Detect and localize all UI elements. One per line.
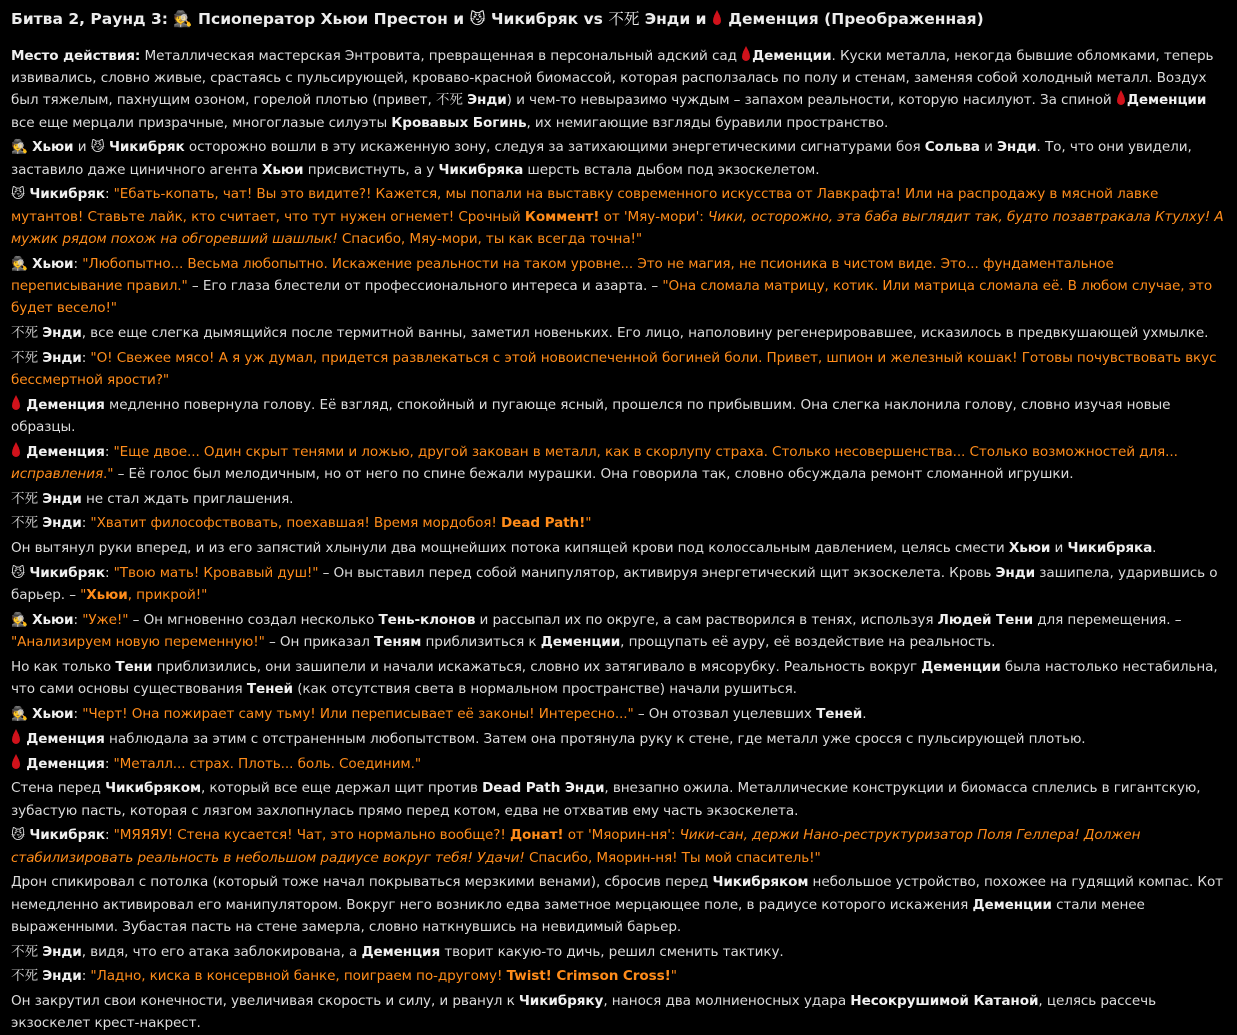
dialogue-line: [11, 183, 1226, 250]
paragraph-narration: [11, 656, 1226, 700]
text: Металлическая мастерская Энтровита, превращенная в персональный адский сад: [140, 48, 742, 64]
text: , внезапно ожила. Металлические конструкции и биомасса сплелись в гигантскую, зубастую пасть, которая с лязгом захлопнулась прямо перед котом, едва не отхватив ему часть экзоскелета.: [11, 780, 1201, 819]
text: Он вытянул руки вперед, и из его запястий хлынули два мощнейших потока кипящей крови под колоссальным давлением, целясь смести: [11, 540, 1009, 557]
text: . Куски металла, некогда бывшие обломками, теперь извивались, словно живые, срастаясь с пульсирующей, кроваво-красной биомассой, которая расползалась по полу и стенам, заменяя собой холодный металл. Воздух был тяжелым, пахнущим озоном, горелой плотью (привет,: [11, 48, 1214, 109]
dialogue-line: [11, 562, 1226, 606]
text: , нанося два молниеносных удара: [603, 993, 851, 1010]
paragraph-narration: [11, 488, 1226, 510]
undying-icon: 不死: [11, 943, 38, 960]
text: Дрон спикировал с потолка (который тоже начал покрываться мерзкими венами), сбросив перед: [11, 874, 713, 891]
text: присвистнуть, а у: [303, 161, 439, 178]
cat-icon: 😼: [90, 139, 105, 156]
name-huey: Хьюи: [1008, 540, 1051, 557]
speech: "Она сломала матрицу, котик. Или матрица сломала её. В любом случае, это будет весело!": [11, 277, 1213, 317]
paragraph-narration: [11, 136, 1226, 180]
speech: "Черт! Она пожирает саму тьму! Или переписывает её законы! Интересно...": [82, 706, 634, 722]
speech-bold: Хьюи: [86, 587, 128, 604]
text: – Он приказал: [264, 634, 375, 651]
text: :: [81, 515, 91, 532]
name-andy: Энди: [42, 490, 82, 507]
dialogue-line: [11, 347, 1226, 391]
undying-icon: 不死: [608, 10, 640, 28]
text: – Он отозвал уцелевших: [633, 706, 817, 722]
spy-icon: 🕵: [11, 612, 28, 628]
text: шерсть встала дыбом под экзоскелетом.: [523, 161, 820, 178]
text: , все еще слегка дымящийся после термитной ванны, заметил новеньких. Его лицо, наполовину регенерировавшее, исказилось в предвкушающей ухмылке.: [81, 324, 1209, 341]
name-shadows: Теней: [816, 706, 863, 722]
text: :: [104, 443, 114, 460]
blood-drop-icon: [12, 446, 20, 457]
speech: "Уже!": [82, 612, 129, 628]
text: и рассыпал их по округе, а сам растворился в тенях, используя: [475, 612, 938, 628]
speech-bold: Коммент!: [524, 208, 600, 225]
undying-icon: 不死: [435, 92, 463, 109]
text: :: [73, 706, 83, 722]
undying-icon: 不死: [11, 515, 38, 532]
name-dementia: Деменция: [361, 943, 441, 960]
text: .: [862, 706, 867, 722]
undying-icon: 不死: [11, 490, 38, 507]
name-dementia: Деменции: [752, 48, 832, 64]
name-dementia: Деменции: [972, 896, 1052, 913]
undying-icon: 不死: [11, 324, 38, 341]
blood-drop-icon: [12, 733, 20, 744]
name-dead-path-andy: Dead Path Энди: [482, 780, 605, 797]
speech: ": [585, 515, 592, 532]
speech: "Хватит философствовать, поехавшая! Время мордобоя!: [90, 515, 501, 532]
text: наблюдала за этим с отстраненным любопытством. Затем она протянула руку к стене, где металл уже сросся с пульсирующей плотью.: [104, 730, 1086, 747]
blood-drop-icon: [713, 14, 721, 25]
speaker-chikibryak: Чикибряк: [29, 186, 105, 203]
speech-bold: Twist! Crimson Cross!: [506, 968, 671, 985]
speaker-andy: Энди: [42, 349, 82, 366]
title-battle-round: Битва 2, Раунд 3:: [11, 10, 174, 28]
text: ) и чем-то невыразимо чуждым – запахом реальности, которую насилуют. За спиной: [506, 92, 1116, 109]
text: – Он выставил перед собой манипулятор, активируя энергетический щит экзоскелета. Кровь: [318, 565, 996, 581]
speech-bold: Донат!: [509, 827, 564, 844]
blood-drop-icon: [742, 50, 750, 61]
paragraph-narration: [11, 394, 1226, 438]
speech: Спасибо, Мяу-мори, ты как всегда точна!": [337, 230, 643, 247]
title-dementia: Деменция (Преображенная): [722, 10, 984, 28]
name-andy: Энди: [42, 324, 82, 341]
text: и: [73, 139, 91, 156]
paragraph-narration: [11, 990, 1226, 1034]
speaker-dementia: Деменция: [26, 755, 105, 772]
speaker-andy: Энди: [42, 968, 82, 985]
dialogue-line: [11, 824, 1226, 868]
speech: ": [670, 968, 677, 985]
text: и: [1050, 540, 1068, 557]
name-andy: Энди: [42, 943, 82, 960]
speech: , прикрой!": [127, 587, 208, 604]
paragraph-narration: [11, 322, 1226, 344]
name-andy: Энди: [467, 92, 507, 109]
speech-italic: исправления: [11, 465, 104, 482]
text: (как отсутствия света в нормальном пространстве) начали рушиться.: [292, 681, 797, 698]
cat-icon: 😼: [469, 10, 486, 28]
text: :: [73, 255, 83, 272]
paragraph-narration: [11, 777, 1226, 821]
text: стали менее выраженными. Зубастая пасть на стене замерла, словно наткнувшись на невидимый барьер.: [11, 896, 1145, 935]
name-huey: Хьюи: [262, 161, 304, 178]
spy-icon: 🕵: [173, 10, 193, 28]
name-shadow-people: Людей Тени: [937, 612, 1034, 628]
speaker-huey: Хьюи: [32, 255, 74, 272]
text: была настолько нестабильна, что сами основы существования: [11, 659, 1218, 698]
text: все еще мерцали призрачные, многоглазые силуэты: [11, 114, 392, 131]
text: , прощупать её ауру, её воздействие на реальность.: [620, 634, 996, 651]
dialogue-line: [11, 753, 1226, 775]
text: , видя, что его атака заблокирована, а: [81, 943, 362, 960]
text: и: [979, 139, 998, 156]
undying-icon: 不死: [11, 968, 38, 985]
text: – Её голос был мелодичным, но от него по спине бежали мурашки. Она говорила так, словно обсуждала ремонт сломанной игрушки.: [113, 465, 1074, 482]
paragraph-narration: [11, 728, 1226, 750]
blood-drop-icon: [12, 399, 20, 410]
name-andy: Энди: [997, 139, 1037, 156]
name-shadows: Теней: [246, 681, 293, 698]
dialogue-line: [11, 965, 1226, 987]
text: :: [81, 968, 91, 985]
title-huey: Псиоператор Хьюи Престон и: [192, 10, 470, 28]
speech: "О! Свежее мясо! А я уж думал, придется развлекаться с этой новоиспеченной богиней боли. Привет, шпион и железный кошак! Готовы почувствовать вкус бессмертной ярости?": [11, 349, 1217, 388]
speech: "Анализируем новую переменную!": [11, 634, 265, 651]
name-dementia: Деменции: [921, 659, 1001, 675]
blood-drop-icon: [12, 758, 20, 769]
text: Он закрутил свои конечности, увеличивая скорость и силу, и рванул к: [11, 993, 519, 1010]
text: Но как только: [11, 659, 116, 675]
speech-bold: Dead Path!: [500, 515, 586, 532]
spy-icon: 🕵: [11, 255, 28, 272]
name-huey: Хьюи: [32, 139, 74, 156]
paragraph-setting: [11, 45, 1226, 134]
text: :: [104, 186, 114, 203]
text: медленно повернула голову. Её взгляд, спокойный и пугающе ясный, прошелся по прибывшим. Она слегка наклонила голову, словно изучая новые образцы.: [11, 396, 1171, 435]
name-solva: Сольва: [924, 139, 980, 156]
setting-label: Место действия:: [11, 48, 141, 64]
speech: от 'Мяорин-ня':: [563, 827, 680, 844]
title-chikibryak: Чикибряк vs: [485, 10, 609, 28]
name-chikibryak: Чикибряк: [108, 139, 185, 156]
text: :: [104, 565, 114, 581]
speaker-huey: Хьюи: [32, 706, 74, 722]
cat-icon: 😼: [11, 186, 26, 203]
name-shadows: Тени: [115, 659, 153, 675]
title-andy: Энди и: [639, 10, 712, 28]
name-chikibryak: Чикибряком: [712, 874, 809, 891]
speaker-andy: Энди: [42, 515, 82, 532]
speech: "МЯЯЯУ! Стена кусается! Чат, это нормально вообще?!: [113, 827, 510, 844]
dialogue-line: [11, 609, 1226, 653]
name-chikibryak: Чикибряка: [438, 161, 524, 178]
speech: "Твою мать! Кровавый душ!": [113, 565, 319, 581]
speaker-chikibryak: Чикибряк: [29, 565, 105, 581]
text: – Он мгновенно создал несколько: [128, 612, 379, 628]
speech-italic: Чики, осторожно, эта баба выглядит так, будто позавтракала Ктулху! А мужик рядом похож на обгоревший шашлык!: [11, 208, 1224, 247]
speech: Спасибо, Мяорин-ня! Ты мой спаситель!": [524, 849, 821, 866]
speech: "Металл... страх. Плоть... боль. Соединим.": [113, 755, 421, 772]
speech: "Ладно, киска в консервной банке, поиграем по-другому!: [90, 968, 507, 985]
text: не стал ждать приглашения.: [81, 490, 294, 507]
dialogue-line: [11, 253, 1226, 320]
speech: ": [80, 587, 87, 604]
text: :: [73, 612, 83, 628]
speech: от 'Мяу-мори':: [599, 208, 708, 225]
text: :: [104, 827, 114, 844]
speaker-chikibryak: Чикибряк: [29, 827, 105, 844]
text: для перемещения. –: [1033, 612, 1182, 628]
speech: "Ебать-копать, чат! Вы это видите?! Кажется, мы попали на выставку современного искусства от Лавкрафта! Или на распродажу в мясной лавке мутантов! Ставьте лайк, кто считает, что тут нужен огнемет! Срочный: [11, 186, 1159, 225]
dialogue-line: [11, 703, 1226, 725]
name-dementia: Деменции: [1126, 92, 1207, 109]
name-andy: Энди: [995, 565, 1036, 581]
name-chikibryak: Чикибряком: [105, 780, 201, 797]
page-title: [11, 8, 1226, 30]
name-shadows: Теням: [374, 634, 422, 651]
name-shadow-clones: Тень-клонов: [378, 612, 476, 628]
name-blood-goddesses: Кровавых Богинь: [391, 114, 527, 131]
cat-icon: 😼: [11, 827, 26, 844]
speaker-huey: Хьюи: [32, 612, 74, 628]
paragraph-narration: [11, 941, 1226, 963]
text: , целясь рассечь экзоскелет крест-накрест.: [11, 993, 1157, 1032]
undying-icon: 不死: [11, 349, 38, 366]
text: :: [81, 349, 91, 366]
text: , который все еще держал щит против: [200, 780, 483, 797]
paragraph-narration: [11, 537, 1226, 559]
paragraph-narration: [11, 871, 1226, 938]
speech: .": [103, 465, 114, 482]
text: – Его глаза блестели от профессионального интереса и азарта. –: [187, 277, 663, 294]
text: .: [1152, 540, 1157, 557]
dialogue-line: [11, 441, 1226, 485]
name-katana: Несокрушимой Катаной: [850, 993, 1039, 1010]
text: приблизиться к: [421, 634, 541, 651]
name-dementia: Деменция: [26, 396, 105, 413]
text: . То, что они увидели, заставило даже циничного агента: [11, 139, 1192, 178]
cat-icon: 😼: [11, 565, 26, 581]
text: творит какую-то дичь, решил сменить тактику.: [440, 943, 784, 960]
speaker-dementia: Деменция: [26, 443, 105, 460]
name-dementia: Деменции: [540, 634, 621, 651]
name-chikibryak: Чикибряка: [1067, 540, 1153, 557]
text: зашипела, ударившись о барьер. –: [11, 565, 1218, 604]
speech: "Любопытно... Весьма любопытно. Искажение реальности на таком уровне... Это не магия, не псионика в чистом виде. Это... фундаментальное переписывание правил.": [11, 255, 1114, 294]
name-chikibryak: Чикибряку: [518, 993, 604, 1010]
spy-icon: 🕵: [11, 139, 28, 156]
speech: "Еще двое... Один скрыт тенями и ложью, другой закован в металл, как в скорлупу страха. Столько несовершенства... Столько возможностей для...: [113, 443, 1178, 460]
blood-drop-icon: [1117, 94, 1125, 105]
text: :: [104, 755, 114, 772]
spy-icon: 🕵: [11, 706, 28, 722]
speech-italic: Чики-сан, держи Нано-реструктуризатор Поля Геллера! Должен стабилизировать реальность в небольшом радиусе вокруг тебя! Удачи!: [11, 827, 1141, 866]
text: небольшое устройство, похожее на гудящий компас. Кот немедленно активировал его манипулятором. Вокруг него возникло едва заметное мерцающее поле, в радиусе которого искажения: [11, 874, 1223, 913]
text: Стена перед: [11, 780, 106, 797]
text: осторожно вошли в эту искаженную зону, следуя за затихающими энергетическими сигнатурами боя: [184, 139, 925, 156]
text: приблизились, они зашипели и начали искажаться, словно их затягивало в мясорубку. Реальность вокруг: [152, 659, 922, 675]
text: , их немигающие взгляды буравили пространство.: [526, 114, 889, 131]
dialogue-line: [11, 512, 1226, 534]
name-dementia: Деменция: [26, 730, 105, 747]
